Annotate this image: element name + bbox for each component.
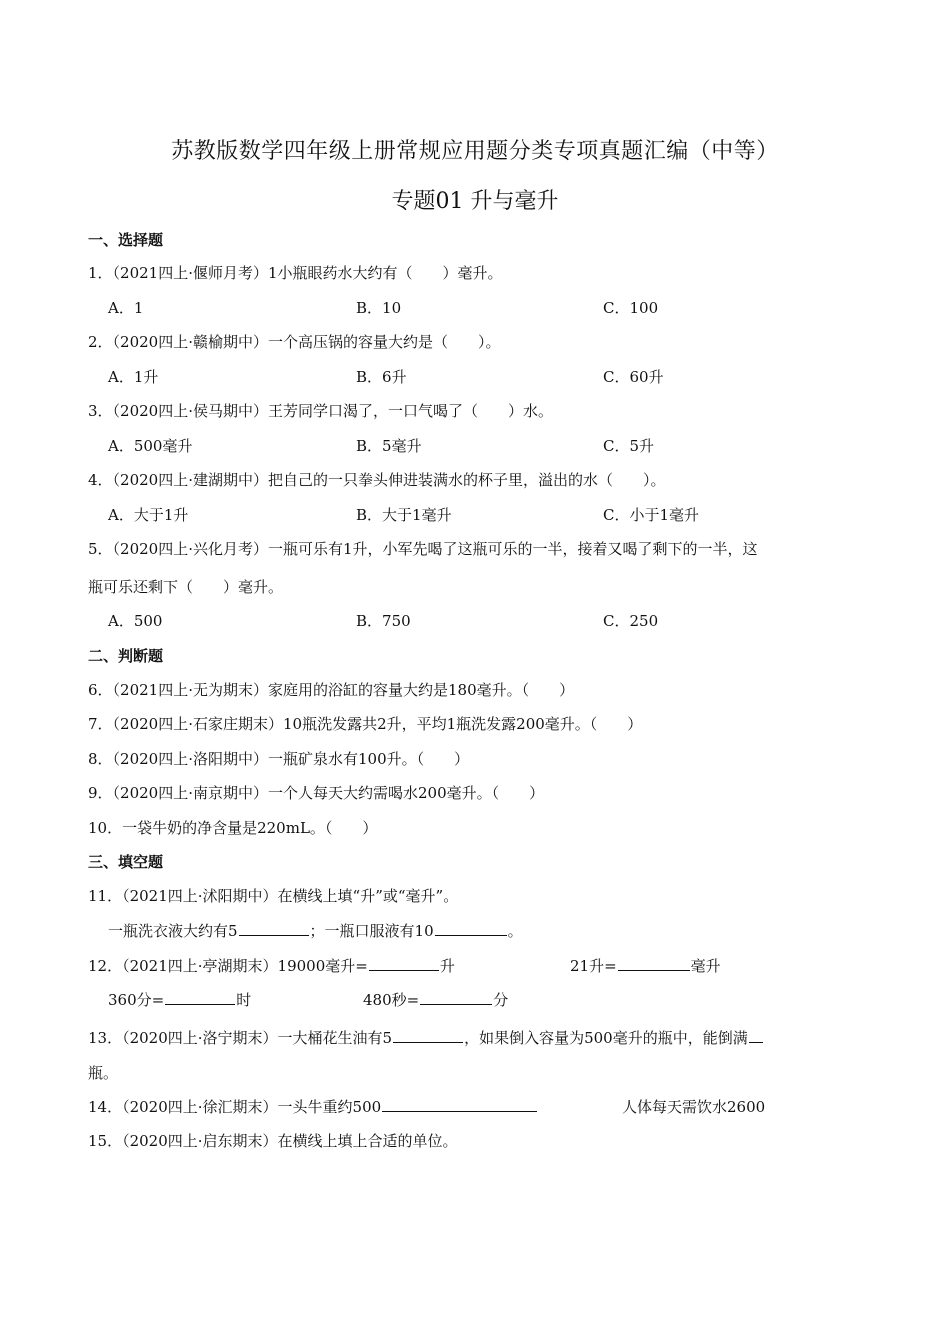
q5-option-a: A．500 — [108, 612, 163, 630]
section-heading-judgement: 二、判断题 — [88, 647, 164, 665]
question-1: 1．（2021四上·偃师月考）1小瓶眼药水大约有（ ）毫升。 — [88, 264, 503, 282]
question-14-second-item: 人体每天需饮水2600 — [622, 1098, 766, 1116]
q11-part-2: ；一瓶口服液有10 — [309, 922, 434, 940]
question-5-line-2: 瓶可乐还剩下（ ）毫升。 — [88, 578, 284, 596]
answer-blank[interactable] — [369, 956, 439, 971]
q3-option-a: A．500毫升 — [108, 437, 193, 455]
question-8: 8．（2020四上·洛阳期中）一瓶矿泉水有100升。（ ） — [88, 750, 470, 768]
question-3: 3．（2020四上·侯马期中）王芳同学口渴了，一口气喝了（ ）水。 — [88, 402, 553, 420]
q5-option-b: B．750 — [356, 612, 411, 630]
answer-blank[interactable] — [382, 1097, 537, 1112]
question-7: 7．（2020四上·石家庄期末）10瓶洗发露共2升，平均1瓶洗发露200毫升。（ ） — [88, 715, 643, 733]
question-12-line-1 — [88, 955, 455, 976]
question-4: 4．（2020四上·建湖期中）把自己的一只拳头伸进装满水的杯子里，溢出的水（ ）。 — [88, 471, 666, 489]
question-11: 11．（2021四上·沭阳期中）在横线上填“升”或“毫升”。 — [88, 887, 459, 905]
q1-option-b: B．10 — [356, 299, 402, 317]
question-2: 2．（2020四上·赣榆期中）一个高压锅的容量大约是（ ）。 — [88, 333, 501, 351]
document-title: 苏教版数学四年级上册常规应用题分类专项真题汇编（中等） — [171, 139, 779, 164]
q14-part-1: 14．（2020四上·徐汇期末）一头牛重约500 — [88, 1098, 382, 1116]
q13-part-1: 13．（2020四上·洛宁期末）一大桶花生油有5 — [88, 1029, 393, 1047]
answer-blank[interactable] — [749, 1028, 763, 1043]
question-9: 9．（2020四上·南京期中）一个人每天大约需喝水200毫升。（ ） — [88, 784, 545, 802]
q11-part-1: 一瓶洗衣液大约有5 — [108, 922, 238, 940]
q13-part-2: ，如果倒入容量为500毫升的瓶中，能倒满 — [464, 1029, 748, 1047]
answer-blank[interactable] — [393, 1028, 463, 1043]
question-11-blanks — [108, 920, 523, 941]
q12-part-1: 12．（2021四上·亭湖期末）19000毫升= — [88, 957, 368, 975]
answer-blank[interactable] — [435, 921, 507, 936]
section-heading-choice: 一、选择题 — [88, 231, 164, 249]
q4-option-a: A．大于1升 — [108, 506, 189, 524]
question-5-line-1: 5．（2020四上·兴化月考）一瓶可乐有1升，小军先喝了这瓶可乐的一半，接着又喝了剩下的一半，这 — [88, 540, 758, 558]
answer-blank[interactable] — [165, 990, 235, 1005]
q3-option-c: C．5升 — [603, 437, 655, 455]
q12-part-5: 360分= — [108, 991, 165, 1009]
question-10: 10．一袋牛奶的净含量是220mL。（ ） — [88, 819, 378, 837]
section-heading-fill-in: 三、填空题 — [88, 853, 164, 871]
question-15: 15．（2020四上·启东期末）在横线上填上合适的单位。 — [88, 1132, 458, 1150]
q2-option-b: B．6升 — [356, 368, 407, 386]
q3-option-b: B．5毫升 — [356, 437, 422, 455]
q12-part-2: 升 — [439, 957, 455, 975]
document-subtitle: 专题01 升与毫升 — [391, 189, 559, 214]
q12-part-8: 分 — [493, 991, 509, 1009]
q12-part-3: 21升= — [570, 957, 617, 975]
answer-blank[interactable] — [618, 956, 690, 971]
question-12-line-2b — [363, 989, 508, 1010]
question-12-line-2a — [108, 989, 251, 1010]
question-13-line-1 — [88, 1027, 764, 1048]
q4-option-c: C．小于1毫升 — [603, 506, 700, 524]
q2-option-a: A．1升 — [108, 368, 159, 386]
question-6: 6．（2021四上·无为期末）家庭用的浴缸的容量大约是180毫升。（ ） — [88, 681, 575, 699]
answer-blank[interactable] — [420, 990, 492, 1005]
q1-option-a: A．1 — [108, 299, 144, 317]
q12-part-4: 毫升 — [690, 957, 721, 975]
q11-part-3: 。 — [507, 922, 523, 940]
answer-blank[interactable] — [239, 921, 309, 936]
q2-option-c: C．60升 — [603, 368, 664, 386]
q1-option-c: C．100 — [603, 299, 659, 317]
q4-option-b: B．大于1毫升 — [356, 506, 452, 524]
q5-option-c: C．250 — [603, 612, 659, 630]
question-13-line-2: 瓶。 — [88, 1064, 119, 1082]
question-12-second-item — [570, 955, 721, 976]
question-14 — [88, 1096, 538, 1117]
q12-part-7: 480秒= — [363, 991, 420, 1009]
q12-part-6: 时 — [236, 991, 252, 1009]
